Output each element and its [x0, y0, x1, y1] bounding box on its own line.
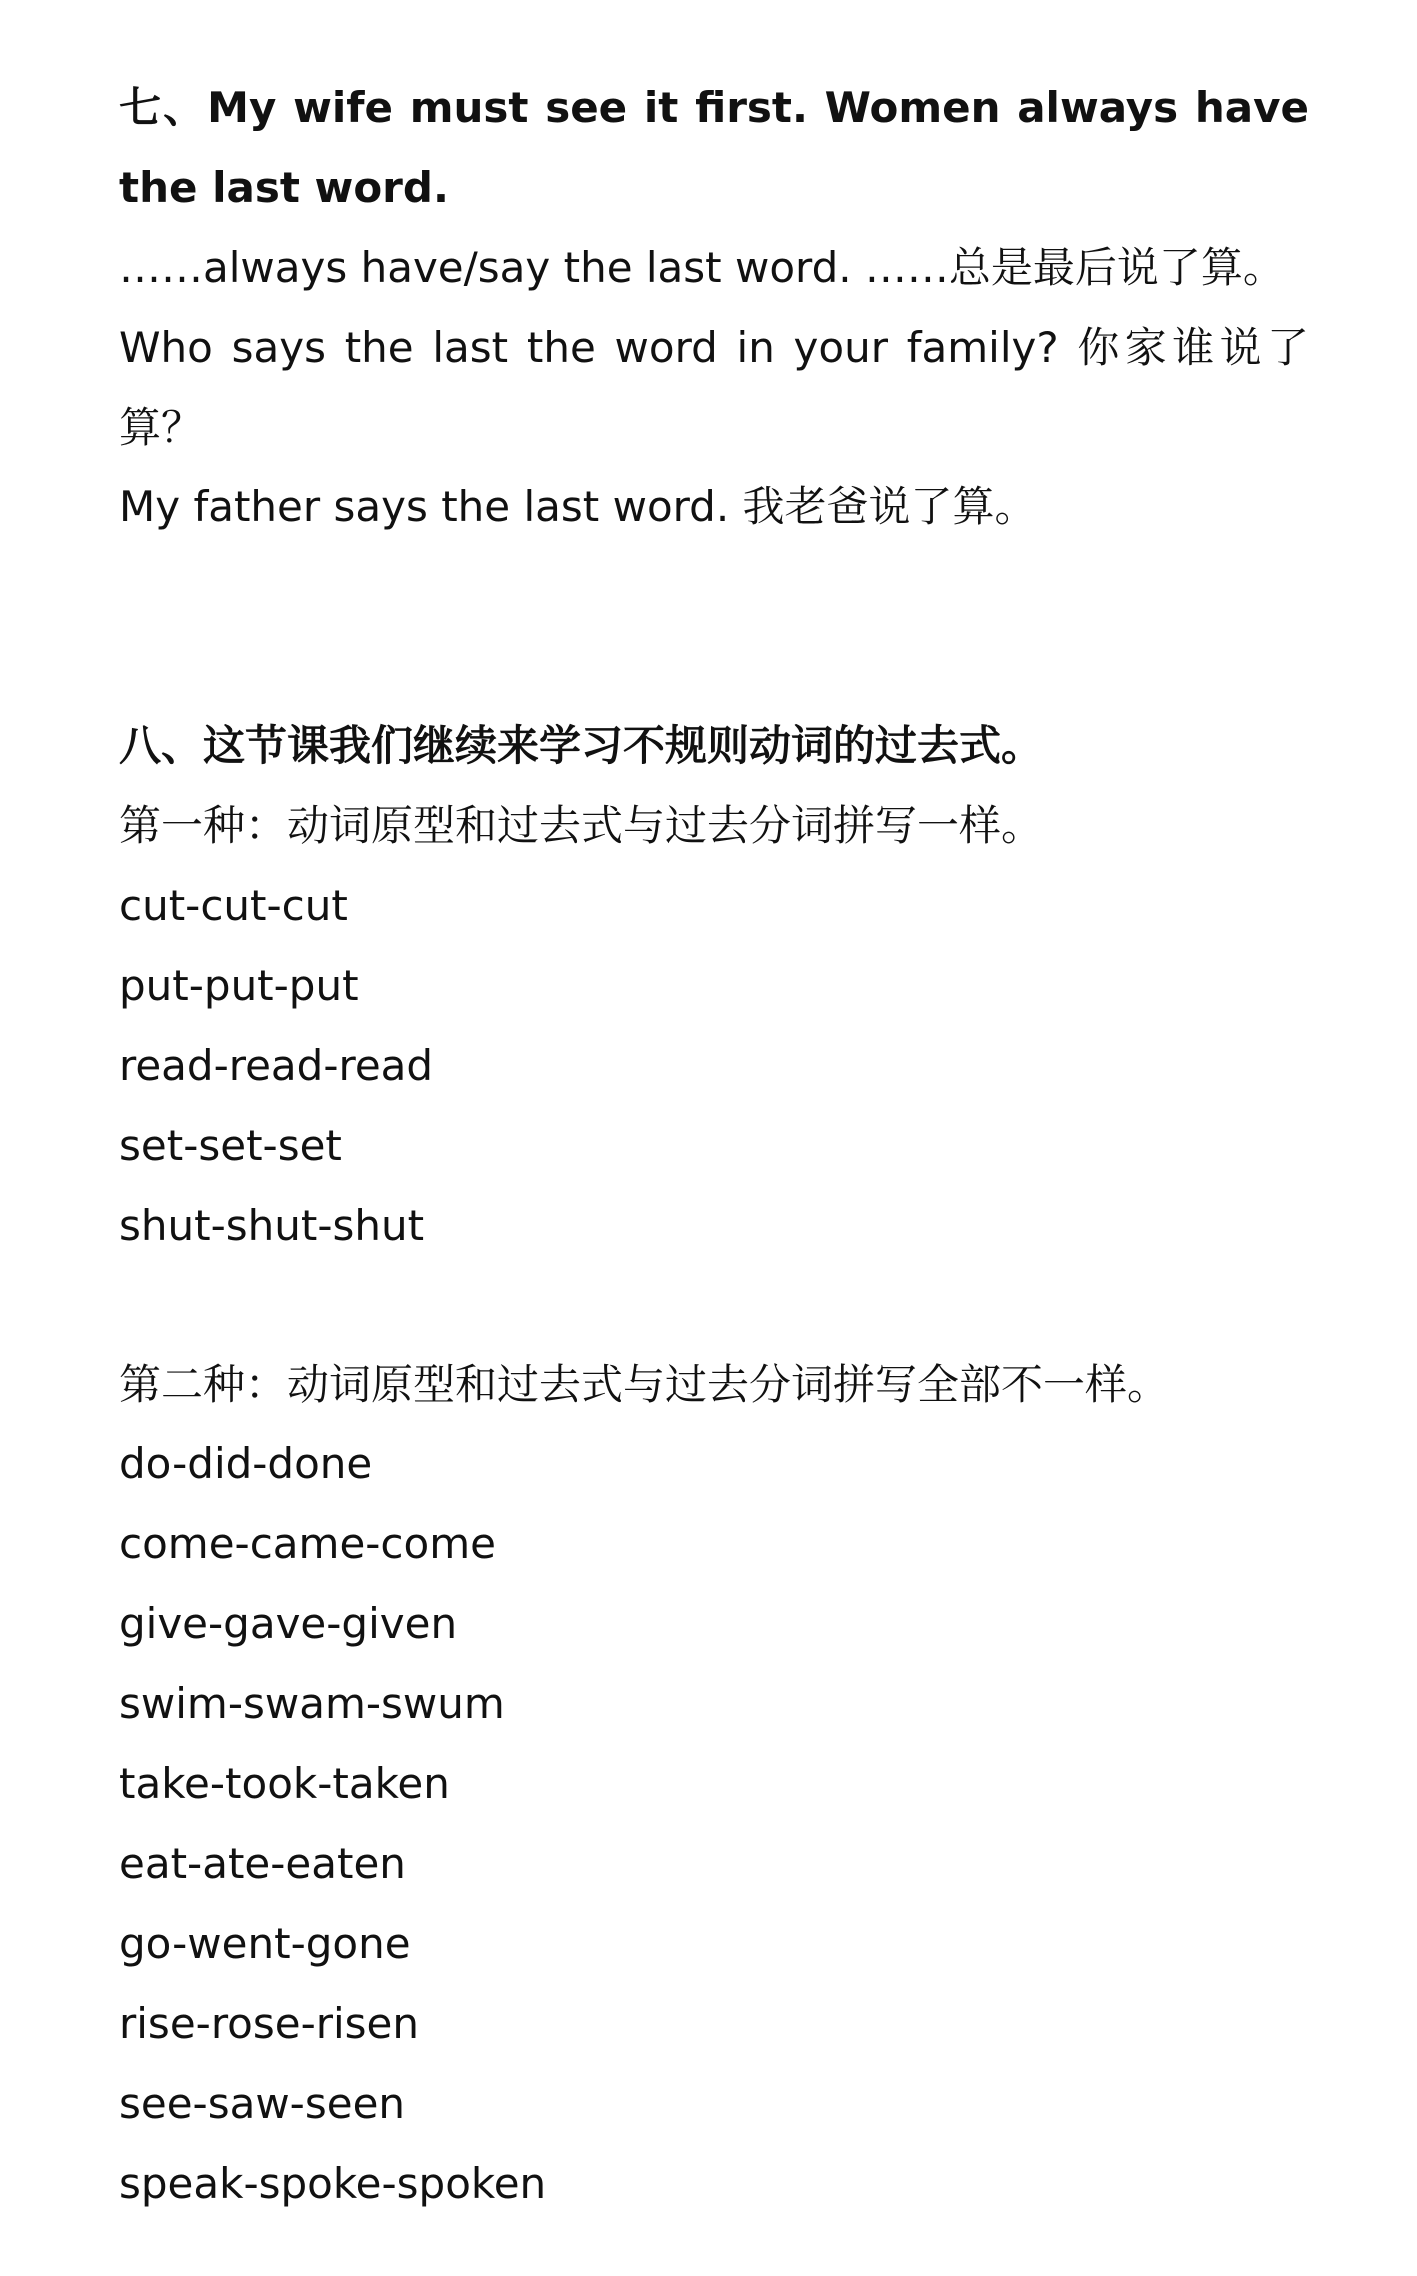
section-7-line-2: Who says the last the word in your family? 你家谁说了算？: [119, 323, 1309, 452]
verb-list-item: read-read-read: [119, 1041, 434, 1090]
verb-list-item: cut-cut-cut: [119, 881, 348, 930]
section-8-heading: 八、这节课我们继续来学习不规则动词的过去式。: [119, 721, 1044, 770]
section-7-line-1: ……always have/say the last word. ……总是最后说了算。: [119, 243, 1285, 292]
verb-list-item: put-put-put: [119, 961, 359, 1010]
group-1-title: 第一种：动词原型和过去式与过去分词拼写一样。: [119, 801, 1044, 850]
section-7-heading: 七、My wife must see it first. Women always have the last word.: [119, 83, 1309, 212]
verb-list-item: take-took-taken: [119, 1759, 450, 1808]
verb-list-item: speak-spoke-spoken: [119, 2159, 547, 2208]
verb-list-item: give-gave-given: [119, 1599, 458, 1648]
verb-list-item: eat-ate-eaten: [119, 1839, 406, 1888]
verb-list-item: do-did-done: [119, 1439, 373, 1488]
verb-list-item: go-went-gone: [119, 1919, 411, 1968]
verb-list-item: rise-rose-risen: [119, 1999, 420, 2048]
group-2-title: 第二种：动词原型和过去式与过去分词拼写全部不一样。: [119, 1360, 1170, 1409]
verb-list-item: swim-swam-swum: [119, 1679, 505, 1728]
verb-list-item: come-came-come: [119, 1519, 496, 1568]
verb-list-item: shut-shut-shut: [119, 1201, 425, 1250]
verb-list-item: set-set-set: [119, 1121, 342, 1170]
section-7-line-3: My father says the last word. 我老爸说了算。: [119, 482, 1037, 531]
verb-list-item: see-saw-seen: [119, 2079, 406, 2128]
